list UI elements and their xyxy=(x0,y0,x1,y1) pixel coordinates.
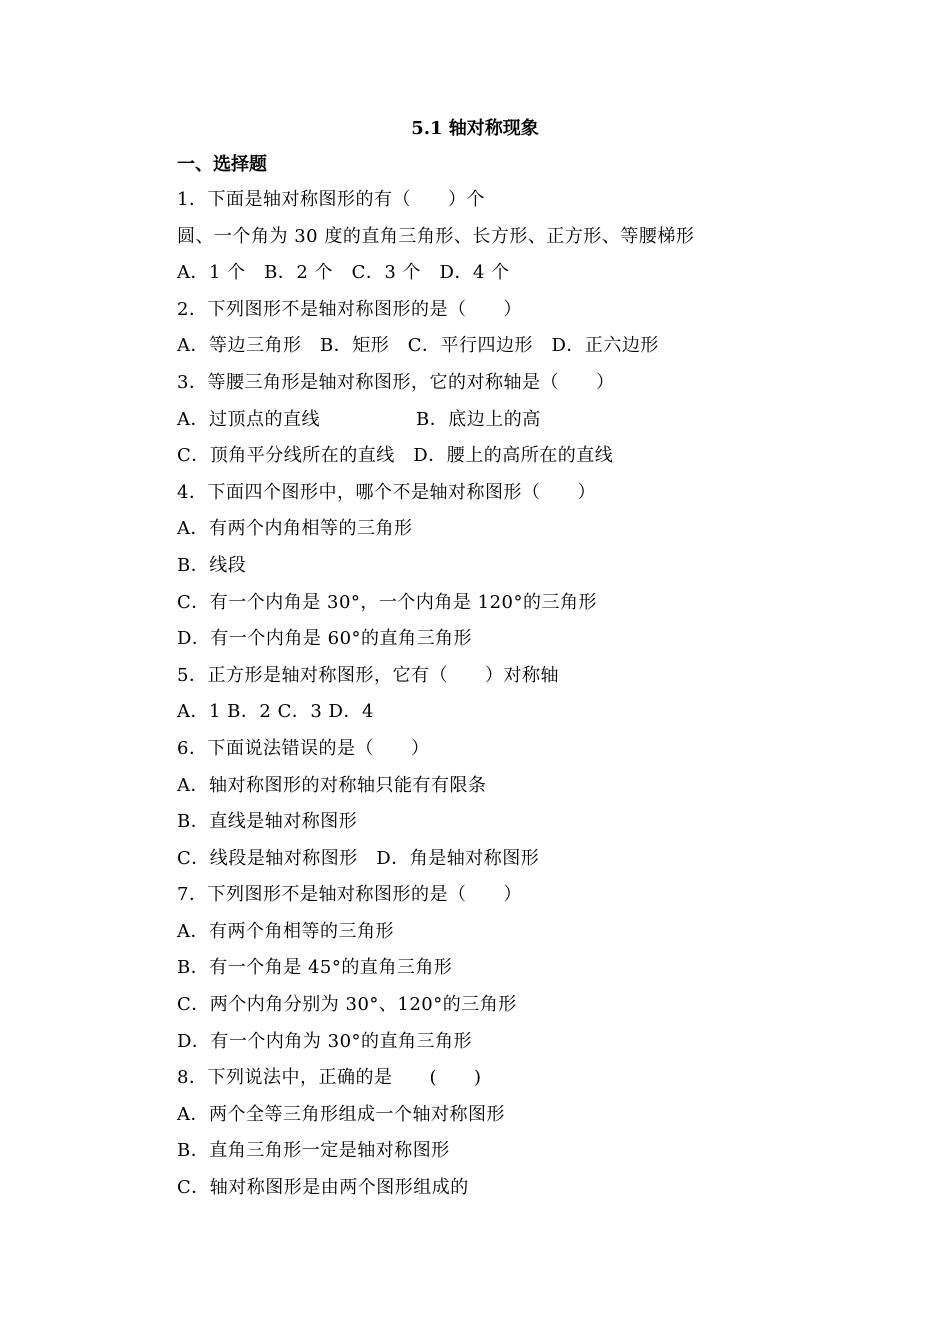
question-2-stem: 2．下列图形不是轴对称图形的是（ ） xyxy=(177,298,522,320)
question-7-option-c: C．两个内角分别为 30°、120°的三角形 xyxy=(177,994,517,1016)
question-4-option-c: C．有一个内角是 30°，一个内角是 120°的三角形 xyxy=(177,591,597,613)
question-3-options-cd: C．顶角平分线所在的直线 D．腰上的高所在的直线 xyxy=(177,445,614,467)
question-1-stem: 1．下面是轴对称图形的有（ ）个 xyxy=(177,189,485,210)
question-3-option-b: B．底边上的高 xyxy=(416,408,541,430)
question-4-option-b: B．线段 xyxy=(177,554,247,576)
question-1-options: A．1 个 B．2 个 C．3 个 D．4 个 xyxy=(177,262,510,284)
question-6-option-a: A．轴对称图形的对称轴只能有有限条 xyxy=(177,774,487,796)
question-6-options-cd: C．线段是轴对称图形 D．角是轴对称图形 xyxy=(177,847,540,869)
question-5-options: A．1 B．2 C．3 D．4 xyxy=(177,701,374,723)
question-8-option-c: C．轴对称图形是由两个图形组成的 xyxy=(177,1177,469,1199)
question-6-option-b: B．直线是轴对称图形 xyxy=(177,811,358,833)
question-4-option-d: D．有一个内角是 60°的直角三角形 xyxy=(177,628,473,650)
page-title: 5.1 轴对称现象 xyxy=(411,118,539,139)
question-2-options: A．等边三角形 B．矩形 C．平行四边形 D．正六边形 xyxy=(177,335,659,357)
question-1-context: 圆、一个角为 30 度的直角三角形、长方形、正方形、等腰梯形 xyxy=(177,225,695,247)
question-7-option-d: D．有一个内角为 30°的直角三角形 xyxy=(177,1030,473,1052)
question-8-option-b: B．直角三角形一定是轴对称图形 xyxy=(177,1140,450,1162)
question-3-stem: 3．等腰三角形是轴对称图形，它的对称轴是（ ） xyxy=(177,371,615,393)
question-4-stem: 4．下面四个图形中，哪个不是轴对称图形（ ） xyxy=(177,481,596,503)
question-list xyxy=(177,187,877,1212)
question-4-option-a: A．有两个内角相等的三角形 xyxy=(177,518,413,540)
question-3-options-ab xyxy=(177,407,877,444)
question-8-stem: 8．下列说法中，正确的是 ( ) xyxy=(177,1067,482,1089)
question-5-stem: 5．正方形是轴对称图形，它有（ ）对称轴 xyxy=(177,664,559,686)
question-8-option-a: A．两个全等三角形组成一个轴对称图形 xyxy=(177,1103,505,1125)
question-7-stem: 7．下列图形不是轴对称图形的是（ ） xyxy=(177,884,522,906)
section-heading: 一、选择题 xyxy=(177,154,267,175)
question-7-option-b: B．有一个角是 45°的直角三角形 xyxy=(177,957,453,979)
question-6-stem: 6．下面说法错误的是（ ） xyxy=(177,737,430,759)
question-7-option-a: A．有两个角相等的三角形 xyxy=(177,920,394,942)
question-3-option-a: A．过顶点的直线 xyxy=(177,408,320,430)
